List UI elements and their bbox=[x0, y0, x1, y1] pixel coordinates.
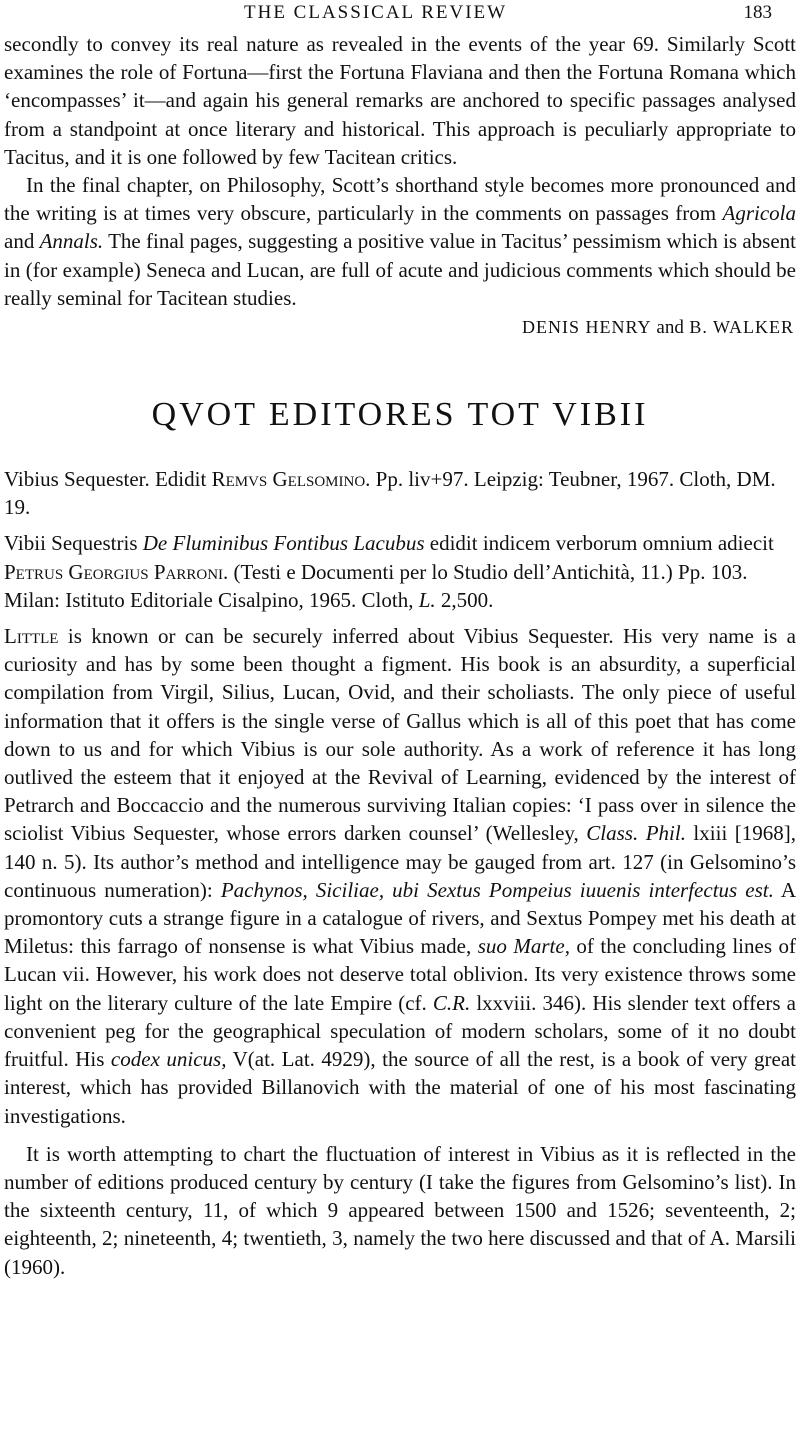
currency-symbol: L. bbox=[418, 587, 436, 612]
page-body bbox=[4, 30, 796, 1281]
opening-word: Little bbox=[4, 624, 59, 649]
text-run: lxiii [1968], 140 n. 5). Its author’s method and intelligence may be gauged from art. 127 (in Gelsomino’s continuous numeration): bbox=[4, 821, 796, 902]
text-run: 2,500. bbox=[435, 587, 494, 612]
reviewer-name-2: B. WALKER bbox=[689, 317, 794, 338]
prev-review-paragraph-1: secondly to convey its real nature as revealed in the events of the year 69. Similarly Scott examines the role of Fortuna—first the Fortuna Flaviana and then the Fortuna Romana which ‘encompasses’ it—and again his general remarks are anchored to specific passages analysed from a standpoint at once literary and historical. This approach is peculiarly appropriate to Tacitus, and it is one followed by few Tacitean critics. bbox=[4, 32, 796, 169]
text-run: of the concluding lines of Lucan vii. However, his work does not deserve total oblivion. Its very existence throws some light on the literary culture of the late Empire (cf. bbox=[4, 934, 796, 1015]
prev-review-paragraph-2 bbox=[4, 171, 796, 312]
text-run: A promontory cuts a strange figure in a catalogue of rivers, and Sextus Pompey met his death at Miletus: this farrago of nonsense is what Vibius made, bbox=[4, 877, 797, 959]
latin-phrase: codex unicus, bbox=[110, 1047, 227, 1072]
latin-phrase: suo Marte, bbox=[477, 934, 570, 959]
text-run: Vibii Sequestris bbox=[4, 531, 143, 556]
text-run: (Testi e Documenti per lo Studio dell’Antichità, 11.) Pp. 103. Milan: Istituto Editoriale Cisalpino, 1965. Cloth, bbox=[4, 559, 748, 612]
text-run: In the final chapter, on Philosophy, Scott’s shorthand style becomes more pronounced and the writing is at times very obscure, particularly in the comments on passages from bbox=[4, 173, 796, 226]
reviewer-signature bbox=[4, 312, 796, 343]
italic-title: Annals. bbox=[39, 229, 104, 254]
text-run: edidit indicem verborum omnium adiecit bbox=[424, 531, 774, 556]
text-run: and bbox=[4, 229, 40, 254]
review-paragraph-1 bbox=[4, 622, 796, 1130]
editor-name: Petrus Georgius Parroni. bbox=[4, 559, 229, 584]
reviewer-name-1: DENIS HENRY bbox=[522, 317, 651, 338]
italic-ref: Class. Phil. bbox=[586, 821, 686, 846]
signature-and: and bbox=[656, 317, 684, 339]
text-run: lxxviii. 346). His slender text offers a convenient peg for the geographical speculation of modern scholars, some of it no doubt fruitful. His bbox=[4, 990, 796, 1072]
editor-name: Remvs Gelsomino. bbox=[211, 467, 371, 492]
italic-ref: C.R. bbox=[432, 990, 471, 1015]
book-citation-1 bbox=[4, 465, 796, 521]
latin-quotation: Pachynos, Siciliae, ubi Sextus Pompeius iuuenis interfectus est. bbox=[220, 877, 774, 902]
text-run: Pp. liv+97. Leipzig: Teubner, 1967. Cloth, DM. 19. bbox=[4, 467, 776, 520]
page-number: 183 bbox=[743, 2, 772, 23]
review-paragraph-2: It is worth attempting to chart the fluctuation of interest in Vibius as it is reflected in the number of editions produced century by century (I take the figures from Gelsomino’s list). In the sixteenth century, 11, of which 9 appeared between 1500 and 1526; seventeenth, 2; eighteenth, 2; nineteenth, 4; twentieth, 3, namely the two here discussed and that of A. Marsili (1960). bbox=[4, 1141, 796, 1279]
text-run: Vibius Sequester. Edidit bbox=[4, 467, 212, 492]
review-title: QVOT EDITORES TOT VIBII bbox=[151, 396, 649, 434]
book-citation-2 bbox=[4, 529, 796, 614]
text-run: The final pages, suggesting a positive value in Tacitus’ pessimism which is absent in (for example) Seneca and Lucan, are full of acute and judicious comments which should be really seminal for Tacitean studies. bbox=[4, 229, 796, 310]
journal-title: THE CLASSICAL REVIEW bbox=[244, 2, 508, 23]
italic-title: Agricola bbox=[722, 201, 796, 226]
running-head bbox=[0, 0, 800, 28]
text-run: is known or can be securely inferred about Vibius Sequester. His very name is a curiosity and has by some been thought a figment. His book is an absurdity, a superficial compilation from Virgil, Silius, Lucan, Ovid, and their scholiasts. The only piece of useful information that it offers is the single verse of Gallus which is all of this poet that has come down to us and for which Vibius is our sole authority. As a work of reference it has long outlived the esteem that it enjoyed at the Revival of Learning, evidenced by the interest of Petrarch and Boccaccio and the numerous surviving Italian copies: ‘I pass over in silence the sciolist Vibius Sequester, whose errors darken counsel’ (Wellesley, bbox=[4, 624, 796, 846]
text-run: V(at. Lat. 4929), the source of all the rest, is a book of very great interest, which has provided Billanovich with the material of one of his most fascinating investigations. bbox=[4, 1047, 796, 1128]
italic-title: De Fluminibus Fontibus Lacubus bbox=[142, 531, 425, 556]
